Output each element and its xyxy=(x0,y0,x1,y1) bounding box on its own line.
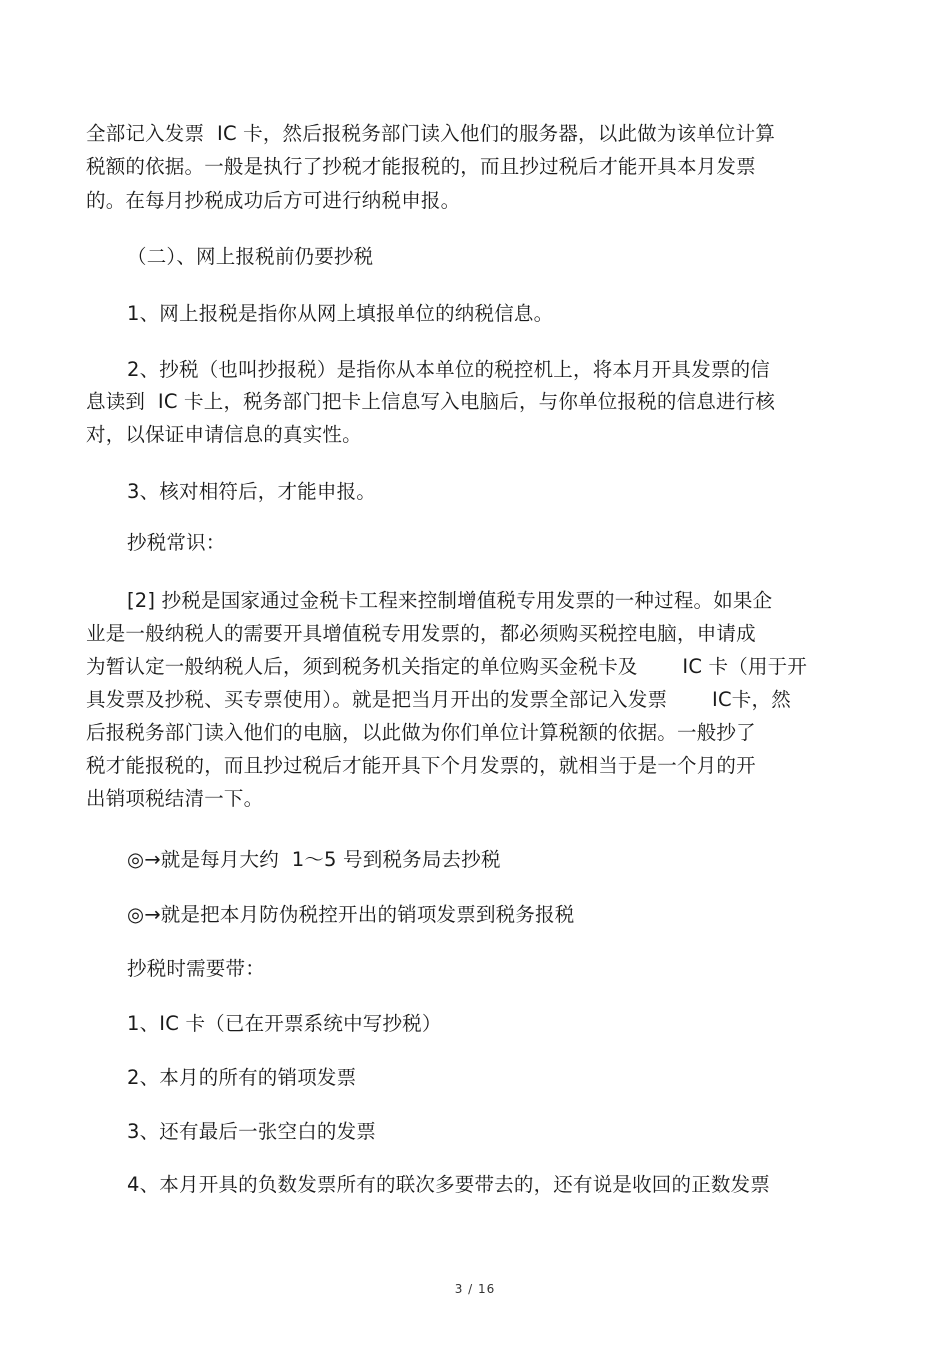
text-line: ◎→就是每月大约 1～5 号到税务局去抄税 xyxy=(127,848,501,871)
text-line: 抄税常识： xyxy=(127,531,226,554)
text-line: 税额的依据。一般是执行了抄税才能报税的，而且抄过税后才能开具本月发票 xyxy=(86,155,756,178)
text-line: 息读到 IC 卡上，税务部门把卡上信息写入电脑后，与你单位报税的信息进行核 xyxy=(86,390,776,413)
list-item: 2、本月的所有的销项发票 xyxy=(127,1066,357,1089)
text-line: 对，以保证申请信息的真实性。 xyxy=(86,423,362,446)
text-line: 2、抄税（也叫抄报税）是指你从本单位的税控机上，将本月开具发票的信 xyxy=(127,358,771,381)
text-line: 为暂认定一般纳税人后，须到税务机关指定的单位购买金税卡及 IC 卡（用于开 xyxy=(86,655,808,678)
list-item: 1、IC 卡（已在开票系统中写抄税） xyxy=(127,1012,442,1035)
text-line: [2] 抄税是国家通过金税卡工程来控制增值税专用发票的一种过程。如果企 xyxy=(127,589,773,612)
list-item: 3、还有最后一张空白的发票 xyxy=(127,1120,377,1143)
text-line: 后报税务部门读入他们的电脑，以此做为你们单位计算税额的依据。一般抄了 xyxy=(86,721,756,744)
text-line: 的。在每月抄税成功后方可进行纳税申报。 xyxy=(86,189,461,212)
text-line: ◎→就是把本月防伪税控开出的销项发票到税务报税 xyxy=(127,903,575,926)
section-heading: （二）、网上报税前仍要抄税 xyxy=(127,245,374,268)
text-line: 业是一般纳税人的需要开具增值税专用发票的，都必须购买税控电脑，申请成 xyxy=(86,622,756,645)
text-line: 税才能报税的，而且抄过税后才能开具下个月发票的，就相当于是一个月的开 xyxy=(86,754,756,777)
list-item: 4、本月开具的负数发票所有的联次多要带去的，还有说是收回的正数发票 xyxy=(127,1173,771,1196)
text-line: 抄税时需要带： xyxy=(127,957,265,980)
text-line: 1、网上报税是指你从网上填报单位的纳税信息。 xyxy=(127,302,554,325)
page-number: 3 / 16 xyxy=(454,1282,496,1296)
text-line: 出销项税结清一下。 xyxy=(86,787,264,810)
text-line: 全部记入发票 IC 卡，然后报税务部门读入他们的服务器，以此做为该单位计算 xyxy=(86,122,776,145)
text-line: 3、核对相符后，才能申报。 xyxy=(127,480,377,503)
text-line: 具发票及抄税、买专票使用）。就是把当月开出的发票全部记入发票 IC卡，然 xyxy=(86,688,791,711)
